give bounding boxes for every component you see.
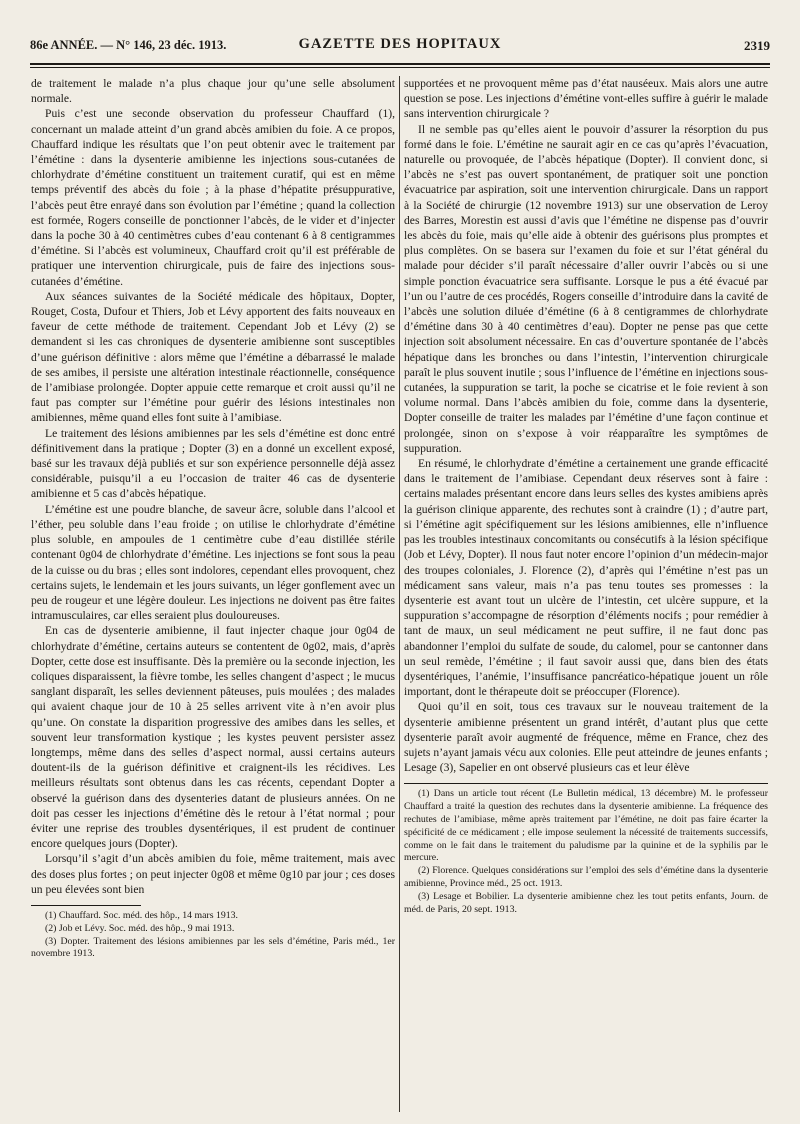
column-divider bbox=[399, 76, 400, 1112]
footnote: (3) Dopter. Traitement des lésions amibiennes par les sels d’émétine, Paris méd., 1er novembre 1913. bbox=[31, 935, 395, 960]
paragraph: supportées et ne provoquent même pas d’état nauséeux. Mais alors une autre question se pose. Les injections d’émétine vont-elles suffire à guérir le malade sans intervention chirurgicale ? bbox=[404, 77, 768, 121]
footnote: (3) Lesage et Bobilier. La dysenterie amibienne chez les tout petits enfants, Journ. de méd. de Paris, 20 sept. 1913. bbox=[404, 890, 768, 915]
footnote-rule bbox=[404, 783, 768, 784]
running-head bbox=[30, 36, 770, 58]
right-column bbox=[404, 76, 768, 1116]
journal-title: GAZETTE DES HOPITAUX bbox=[298, 36, 502, 52]
paragraph: de traitement le malade n’a plus chaque jour qu’une selle absolument normale. bbox=[31, 77, 395, 106]
footnote: (2) Florence. Quelques considérations sur l’emploi des sels d’émétine dans la dysenterie amibienne, Province méd., 25 oct. 1913. bbox=[404, 865, 768, 889]
paragraph: En cas de dysenterie amibienne, il faut injecter chaque jour 0g04 de chlorhydrate d’émétine, certains auteurs se contentent de 0g02, mais, d’après Dopter, cette dose est insuffisante. Dès la première ou la seconde injection, les coliques disparaissent, la fièvre tombe, les selles changent d’aspect ; le mucus sanglant disparaît, les selles deviennent pâteuses, puis moulées ; des malades qui avaient chaque jour de 10 à 25 selles arrivent vite à n’en avoir plus qu’une. On constate la disparition progressive des amibes dans les selles, et souvent leur transformation kystique ; les kystes peuvent persister assez longtemps, même dans des selles d’aspect normal, aussi certains auteurs doutent-ils de la guérison définitive et craignent-ils les récidives. Les meilleurs résultats sont obtenus dans les cas récents, cependant Dopter a observé la guérison dans des dysenteries datant de plusieurs années. On ne doit pas cesser les injections d’émétine dès le retour à l’état normal ; pour éviter une reprise des troubles dysentériques, il est prudent de continuer encore quelques jours (Dopter). bbox=[31, 624, 395, 851]
page-number: 2319 bbox=[744, 38, 770, 53]
footnote-rule bbox=[31, 905, 141, 906]
paragraph: Quoi qu’il en soit, tous ces travaux sur le nouveau traitement de la dysenterie amibienne présentent un grand intérêt, d’autant plus que cette dysenterie paraît avoir augmenté de fréquence, même en France, chez des sujets n’ayant jamais vécu aux colonies. Elle peut atteindre de jeunes enfants ; Lesage (3), Sapelier en ont observé plusieurs cas et leur élève bbox=[404, 700, 768, 775]
paragraph: Aux séances suivantes de la Société médicale des hôpitaux, Dopter, Rouget, Costa, Dufour et Thiers, Job et Lévy apportent des faits nouveaux en faveur de cette méthode de traitement. Cependant Job et Lévy (2) se demandent si les cas chroniques de dysenterie amibienne sont susceptibles d’une guérison définitive : alors même que l’émétine a débarrassé le malade de ses amibes, il persiste une altération intestinale réactionnelle, conséquence de l’amibiase prolongée. Dopter appuie cette remarque et croit aussi qu’il ne faut pas compter sur l’émétine pour guérir des lésions intestinales non amibiennes, même quand elles font suite à l’amibiase. bbox=[31, 289, 395, 425]
header-rule-thin bbox=[30, 67, 770, 68]
paragraph: Lorsqu’il s’agit d’un abcès amibien du foie, même traitement, mais avec des doses plus fortes ; on peut injecter 0g08 et même 0g10 par jour ; ces doses un peu élevées sont bien bbox=[31, 852, 395, 896]
paragraph: Puis c’est une seconde observation du professeur Chauffard (1), concernant un malade atteint d’un grand abcès amibien du foie. A ce propos, Chauffard indique les résultats que l’on peut obtenir avec le traitement par l’émétine : dans la dysenterie amibienne les injections sous-cutanées de chlorhydrate d’émétine constituent un traitement curatif, qui est en même temps préventif des abcès du foie ; à la phase d’hépatite présuppurative, l’abcès peut être enrayé dans son évolution par l’émétine ; quand la collection est formée, Rogers conseille de ponctionner l’abcès, de le vider et d’injecter dans la poche 30 à 40 centimètres cubes d’eau contenant 6 à 8 centigrammes d’émétine. Si l’abcès est volumineux, Chauffard croit qu’il est préférable de pratiquer une intervention chirurgicale, puis de faire des injections sous-cutanées d’émétine. bbox=[31, 107, 395, 288]
footnote: (1) Chauffard. Soc. méd. des hôp., 14 mars 1913. bbox=[45, 909, 239, 921]
header-rule-thick bbox=[30, 63, 770, 65]
paragraph: Il ne semble pas qu’elles aient le pouvoir d’assurer la résorption du pus formé dans le foie. L’émétine ne saurait agir en ce cas qu’après l’évacuation, naturelle ou provoquée, de l’abcès hépatique (Dopter). Il convient donc, si l’abcès ne s’est pas ouvert spontanément, de pratiquer soit une ponction évacuatrice par aspiration, soit une intervention chirurgicale. Dans un rapport à la Société de chirurgie (12 novembre 1913) sur une observation de Leroy des Barres, Morestin est aussi d’avis que l’émétine ne dispense pas d’ouvrir les abcès du foie, mais qu’elle aide à obtenir des guérisons plus promptes et plus complètes. On se basera sur l’examen du foie et sur l’état général du malade pour décider s’il paraît nécessaire d’aller ouvrir l’abcès ou si une simple ponction évacuatrice sera suffisante. Lorsque le pus a été évacué par l’un ou l’autre de ces procédés, Rogers conseille d’introduire dans la cavité de l’abcès une solution diluée d’émétine (6 à 8 centigrammes de chlorhydrate d’émétine dans 30 à 40 centimètres d’eau). Dopter ne pense pas que cette injection soit absolument nécessaire. En cas d’ouverture spontanée de l’abcès hépatique dans les bronches ou dans l’intestin, l’intervention chirurgicale paraît le plus souvent inutile ; sous l’influence de l’émétine en injections sous-cutanées, la suppuration se tarit, la poche se cicatrise et le foie revient à son volume normal. Dans l’abcès amibien du foie, comme dans la dysenterie, Dopter conseille de traiter les malades par l’émétine d’une façon continue et prolongée, sinon on s’expose à voir réapparaître les symptômes de suppuration. bbox=[404, 122, 768, 455]
footnote: (2) Job et Lévy. Soc. méd. des hôp., 9 mai 1913. bbox=[45, 922, 235, 934]
paragraph: L’émétine est une poudre blanche, de saveur âcre, soluble dans l’alcool et l’éther, peu soluble dans l’eau froide ; on utilise le chlorhydrate d’émétine plus soluble, en ampoules de 1 centimètre cube d’eau distillée stérile contenant 0g04 de chlorhydrate d’émétine. Les injections se font sous la peau de la cuisse ou du bras ; elles sont indolores, cependant elles provoquent, chez certains sujets, le lendemain et les jours suivants, un léger gonflement avec un peu de rougeur et une légère douleur. Les injections ne doivent pas être faites intramusculaires, car elles seraient plus douloureuses. bbox=[31, 502, 395, 623]
paragraph: En résumé, le chlorhydrate d’émétine a certainement une grande efficacité dans le traitement de l’amibiase. Cependant deux réserves sont à faire : certains malades présentant encore dans leurs selles des kystes amibiens après la guérison clinique apparente, des rechutes sont à craindre (1) ; d’autre part, si l’émétine agit spécifiquement sur les lésions amibiennes, elle n’influence pas les troubles intestinaux concomitants ou consécutifs à la lésion spécifique (Job et Lévy, Dopter). Il nous faut noter encore l’opinion d’un médecin-major des troupes coloniales, J. Florence (2), d’après qui l’émétine n’est pas un médicament sans valeur, mais n’a pas tenu toutes ses promesses : la dysenterie est avant tout un ulcère de l’intestin, cet ulcère suppure, et la suppuration s’accompagne de résorption d’éléments nocifs ; pour remédier à tant de maux, un seul médicament ne peut suffire, il ne faut donc pas abandonner l’emploi du sulfate de soude, du calomel, pour se cantonner dans un seul remède, l’émétine ; il faut savoir aussi que, dans bien des états dysentériques, l’anémie, l’insuffisance pancréatico-hépatique jouent un rôle important, dont le thérapeute doit se préoccuper (Florence). bbox=[404, 457, 768, 699]
footnote: (1) Dans un article tout récent (Le Bulletin médical, 13 décembre) M. le professeur Chauffard a traité la question des rechutes dans la dysenterie amibienne. La fréquence des rechutes de l’amibiase, même après traitement par l’émétine, ne doit pas faire écarter la spécificité de ce médicament ; elle impose seulement la nécessité de traitements successifs, comme on le fait dans le traitement du paludisme par la quinine et de la syphilis par le mercure. bbox=[404, 788, 768, 864]
paragraph: Le traitement des lésions amibiennes par les sels d’émétine est donc entré définitivement dans la pratique ; Dopter (3) en a donné un excellent exposé, basé sur les travaux déjà publiés et sur son expérience personnelle déjà assez considérable, puisqu’il a eu l’occasion de traiter 46 cas de dysenterie amibienne et 5 cas d’abcès hépatique. bbox=[31, 426, 395, 501]
left-column bbox=[31, 76, 395, 1116]
issue-info: 86e ANNÉE. — N° 146, 23 déc. 1913. bbox=[30, 38, 227, 52]
